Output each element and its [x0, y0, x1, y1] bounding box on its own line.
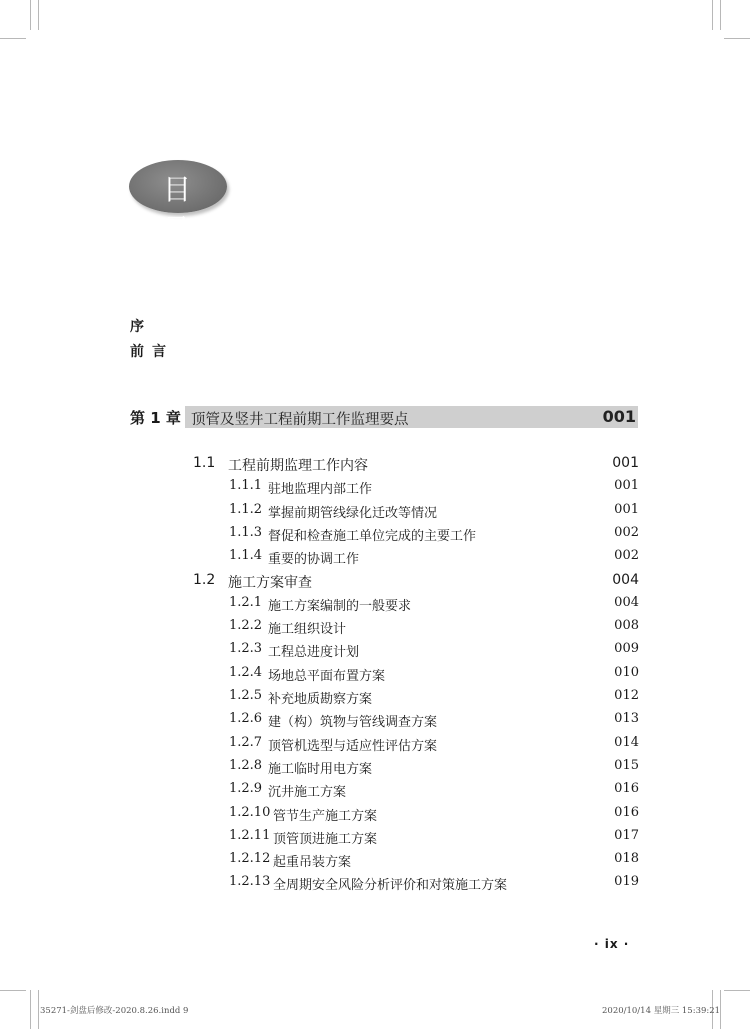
toc-subsection[interactable]: [229, 478, 639, 498]
toc-title: 施工方案编制的一般要求: [268, 598, 412, 614]
toc-number: 1.2.7: [229, 734, 263, 750]
toc-title: 施工组织设计: [268, 622, 347, 638]
toc-title: 督促和检查施工单位完成的主要工作: [268, 528, 477, 544]
toc-subsection[interactable]: [229, 548, 639, 568]
toc-page: 018: [614, 851, 639, 867]
front-matter-foreword[interactable]: 前言: [130, 344, 174, 360]
front-matter-preface[interactable]: 序: [130, 319, 152, 335]
toc-subsection[interactable]: [229, 711, 639, 731]
toc-number: 1.2.13: [229, 874, 271, 890]
toc-title: 起重吊装方案: [273, 855, 352, 871]
toc-title: 管节生产施工方案: [273, 808, 378, 824]
print-slug-left: 35271-剑盘后修改-2020.8.26.indd 9: [40, 1006, 189, 1016]
toc-subsection[interactable]: [229, 525, 639, 545]
toc-page: 014: [614, 734, 639, 750]
toc-page: 016: [614, 804, 639, 820]
toc-page: 002: [614, 524, 639, 540]
toc-page: 010: [614, 664, 639, 680]
toc-title: 建（构）筑物与管线调查方案: [268, 715, 438, 731]
toc-number: 1.1.4: [229, 548, 263, 564]
toc-page: 019: [614, 874, 639, 890]
toc-page: 002: [614, 548, 639, 564]
toc-section[interactable]: [193, 572, 639, 592]
toc-number: 1.2.5: [229, 688, 263, 703]
toc-title: 掌握前期管线绿化迁改等情况: [268, 505, 438, 521]
toc-title: 补充地质勘察方案: [268, 692, 373, 707]
toc-title: 场地总平面布置方案: [268, 668, 386, 684]
toc-subsection[interactable]: [229, 502, 639, 522]
toc-subsection[interactable]: [229, 595, 639, 615]
toc-number: 1.1.1: [229, 478, 263, 494]
toc-title: 沉井施工方案: [268, 785, 347, 801]
toc-title: 重要的协调工作: [268, 552, 360, 568]
toc-number: 1.2.6: [229, 711, 263, 727]
toc-page: 001: [614, 501, 639, 517]
toc-page: 013: [614, 711, 639, 727]
toc-number: 1.2.1: [229, 594, 263, 610]
toc-page: 008: [614, 618, 639, 634]
toc-title: 顶管顶进施工方案: [273, 831, 378, 847]
toc-page: 012: [614, 688, 639, 703]
toc-section[interactable]: [193, 455, 639, 475]
toc-number: 1.2.4: [229, 664, 263, 680]
toc-heading-badge: [129, 160, 227, 246]
toc-number: 1.2.8: [229, 757, 263, 773]
toc-page: 015: [614, 757, 639, 773]
page-folio: · ix ·: [594, 937, 630, 951]
toc-page: 001: [614, 478, 639, 494]
toc-subsection[interactable]: [229, 735, 639, 755]
toc-page: 004: [614, 594, 639, 610]
toc-number: 1.2.11: [229, 827, 271, 843]
crop-mark: [30, 990, 31, 1029]
toc-subsection[interactable]: [229, 618, 639, 638]
toc-page: 016: [614, 781, 639, 797]
toc-heading: 目录: [162, 173, 207, 246]
toc-number: 1.2.9: [229, 781, 263, 797]
toc-title: 全周期安全风险分析评价和对策施工方案: [273, 878, 508, 894]
toc-subsection[interactable]: [229, 781, 639, 801]
toc-page: 017: [614, 827, 639, 843]
toc-title: 顶管机选型与适应性评估方案: [268, 738, 438, 754]
chapter-title: 顶管及竖井工程前期工作监理要点: [191, 412, 409, 428]
print-slug-right: 2020/10/14 星期三 15:39:21: [602, 1006, 721, 1016]
toc-subsection[interactable]: [229, 641, 639, 661]
toc-number: 1.2.12: [229, 851, 271, 867]
toc-title: 驻地监理内部工作: [268, 482, 373, 498]
toc-page: 001: [612, 455, 639, 471]
crop-mark: [724, 38, 750, 39]
toc-number: 1.2.2: [229, 618, 263, 634]
crop-mark: [720, 990, 721, 1029]
toc-number: 1.2.10: [229, 804, 271, 820]
toc-subsection[interactable]: [229, 805, 639, 825]
crop-mark: [724, 990, 750, 991]
toc-number: 1.1: [193, 455, 216, 471]
toc-subsection[interactable]: [229, 874, 639, 894]
chapter-title-bar: [185, 406, 638, 428]
toc-number: 1.2: [193, 571, 216, 588]
toc-number: 1.2.3: [229, 641, 263, 657]
toc-title: 工程前期监理工作内容: [228, 458, 368, 474]
toc-subsection[interactable]: [229, 828, 639, 848]
crop-mark: [30, 0, 31, 30]
crop-mark: [712, 0, 713, 30]
chapter-entry[interactable]: [130, 406, 638, 428]
toc-title: 施工方案审查: [228, 574, 312, 591]
toc-page: 009: [614, 641, 639, 657]
toc-number: 1.1.3: [229, 524, 263, 540]
toc-title: 施工临时用电方案: [268, 761, 373, 777]
chapter-page: 001: [602, 407, 636, 426]
toc-page: 004: [612, 571, 639, 588]
toc-subsection[interactable]: [229, 758, 639, 778]
toc-subsection[interactable]: [229, 851, 639, 871]
crop-mark: [0, 38, 26, 39]
toc-title: 工程总进度计划: [268, 645, 360, 661]
crop-mark: [38, 0, 39, 30]
crop-mark: [0, 990, 26, 991]
crop-mark: [38, 990, 39, 1029]
toc-number: 1.1.2: [229, 501, 263, 517]
crop-mark: [720, 0, 721, 30]
chapter-number: 第 1 章: [130, 409, 181, 427]
toc-subsection[interactable]: [229, 688, 639, 708]
toc-subsection[interactable]: [229, 665, 639, 685]
